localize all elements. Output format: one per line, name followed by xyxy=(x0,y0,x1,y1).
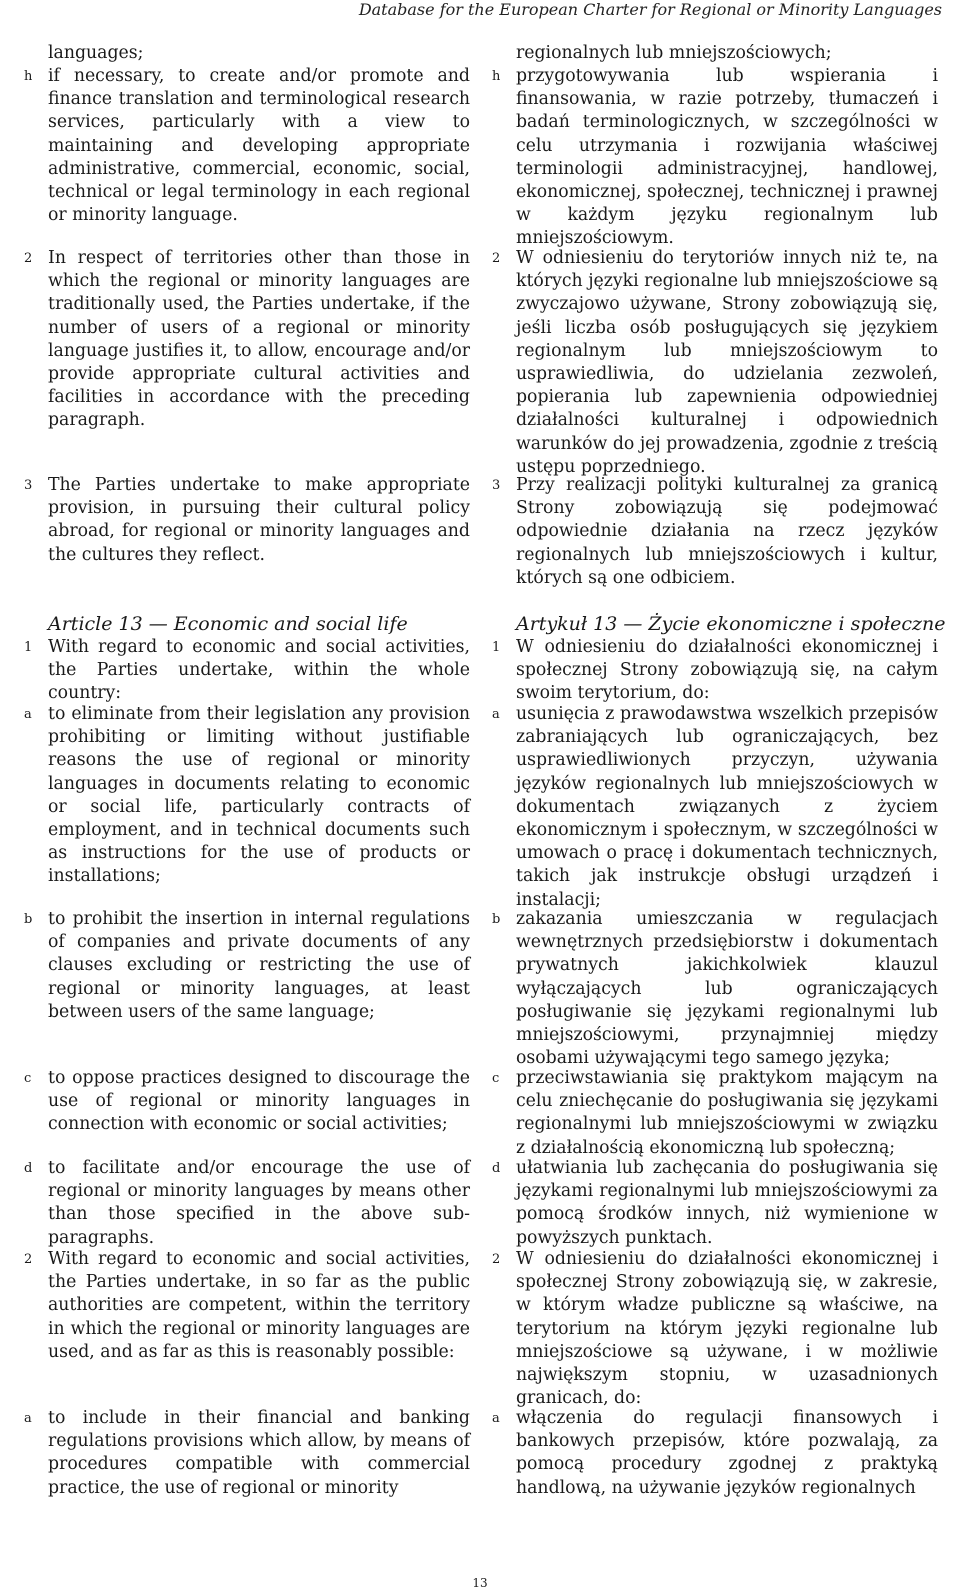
en-item-1b-text: to prohibit the insertion in internal regulations of companies and private documents of any clauses excluding or restricting the use of regional or minority languages, at least between users of the same language; xyxy=(48,909,470,1022)
en-paragraph-3-number: 3 xyxy=(24,478,33,493)
en-article-13-1 xyxy=(24,636,470,706)
pl-article-13-2-text: W odniesieniu do działalności ekonomicznej i społecznej Strony zobowiązują się, w zakresie, w którym władze publiczne są właściwe, na terytorium na którym języki regionalne lub mniejszościowe są używane, i w możliwie największym stopniu, w uzasadnionych granicach, do: xyxy=(516,1249,938,1409)
en-item-1d-text: to facilitate and/or encourage the use of regional or minority languages by means other than those specified in the above sub-paragraphs. xyxy=(48,1158,470,1248)
en-paragraph-3 xyxy=(24,474,470,567)
pl-item-h xyxy=(492,65,938,251)
en-article-13-1-text: With regard to economic and social activities, the Parties undertake, within the whole country: xyxy=(48,637,470,704)
pl-item-1d-marker: d xyxy=(492,1161,501,1176)
pl-item-1b-marker: b xyxy=(492,912,501,927)
en-article-title: Article 13 — Economic and social life xyxy=(48,613,408,635)
en-item-1b xyxy=(24,908,470,1024)
en-item-1a xyxy=(24,703,470,889)
pl-languages-end: regionalnych lub mniejszościowych; xyxy=(516,43,832,63)
pl-item-1a-marker: a xyxy=(492,707,500,722)
pl-item-h-text: przygotowywania lub wspierania i finansowania, w razie potrzeby, tłumaczeń i badań terminologicznych, w szczególności w celu utrzymania i rozwijania właściwej terminologii administracyjnej, handlowej, ekonomicznej, społecznej, technicznej i prawnej w każdym języku regionalnym lub mniejszościowym. xyxy=(516,66,938,249)
pl-article-13-1-text: W odniesieniu do działalności ekonomicznej i społecznej Strony zobowiązują się, na całym swoim terytorium, do: xyxy=(516,637,938,704)
pl-item-1a xyxy=(492,703,938,912)
pl-paragraph-2-text: W odniesieniu do terytoriów innych niż te, na których języki regionalne lub mniejszościowe są zwyczajowo używane, Strony zobowiązują się, jeśli liczba osób posługujących się językiem regionalnym lub mniejszościowym to usprawiedliwia, do udzielania zezwoleń, popierania lub zapewnienia odpowiedniej działalności kulturalnej i odpowiednich warunków do jej prowadzenia, zgodnie z treścią ustępu poprzedniego. xyxy=(516,248,938,477)
pl-article-13-1-number: 1 xyxy=(492,640,501,655)
en-item-1a-text: to eliminate from their legislation any provision prohibiting or limiting without justifiable reasons the use of regional or minority languages in documents relating to economic or social life, particularly contracts of employment, and in technical documents such as instructions for the use of products or installations; xyxy=(48,704,470,887)
pl-paragraph-2-number: 2 xyxy=(492,251,501,266)
pl-paragraph-3 xyxy=(492,474,938,590)
pl-paragraph-2 xyxy=(492,247,938,479)
pl-item-h-marker: h xyxy=(492,69,501,84)
en-item-2a xyxy=(24,1407,470,1500)
en-article-13-1-number: 1 xyxy=(24,640,33,655)
pl-item-2a xyxy=(492,1407,938,1500)
en-paragraph-2-number: 2 xyxy=(24,251,33,266)
pl-item-1c-text: przeciwstawiania się praktykom mającym na celu zniechęcanie do posługiwania się językami regionalnymi lub mniejszościowymi w związku z działalnością ekonomiczną lub społeczną; xyxy=(516,1068,938,1158)
en-languages-end: languages; xyxy=(48,43,144,63)
pl-article-13-2-number: 2 xyxy=(492,1252,501,1267)
en-item-1c-text: to oppose practices designed to discourage the use of regional or minority languages in connection with economic or social activities; xyxy=(48,1068,470,1135)
en-item-1d-marker: d xyxy=(24,1161,33,1176)
en-article-13-2-number: 2 xyxy=(24,1252,33,1267)
pl-item-1c xyxy=(492,1067,938,1160)
page-header: Database for the European Charter for Regional or Minority Languages xyxy=(358,0,942,19)
pl-item-1a-text: usunięcia z prawodawstwa wszelkich przepisów zabraniających lub ograniczających, bez usprawiedliwionych przyczyn, używania języków regionalnych lub mniejszościowych w dokumentach związanych z życiem ekonomicznym i społecznym, w szczególności w umowach o pracę i dokumentach technicznych, takich jak instrukcje obsługi urządzeń i instalacji; xyxy=(516,704,938,910)
en-item-1c-marker: c xyxy=(24,1071,32,1086)
pl-item-1b xyxy=(492,908,938,1070)
en-item-2a-marker: a xyxy=(24,1411,32,1426)
en-item-h xyxy=(24,65,470,227)
en-article-13-2-text: With regard to economic and social activities, the Parties undertake, in so far as the public authorities are competent, within the territory in which the regional or minority languages are used, and as far as this is reasonably possible: xyxy=(48,1249,470,1362)
pl-item-1c-marker: c xyxy=(492,1071,500,1086)
pl-paragraph-3-number: 3 xyxy=(492,478,501,493)
pl-article-13-1 xyxy=(492,636,938,706)
pl-item-1d xyxy=(492,1157,938,1250)
pl-article-13-2 xyxy=(492,1248,938,1410)
pl-item-1d-text: ułatwiania lub zachęcania do posługiwania się językami regionalnymi lub mniejszościowymi za pomocą środków innych, niż wymienione w powyższych punktach. xyxy=(516,1158,938,1248)
pl-item-1b-text: zakazania umieszczania w regulacjach wewnętrznych przedsiębiorstw i dokumentach prywatnych jakichkolwiek klauzul wyłączających lub ograniczających posługiwanie się językami regionalnymi lub mniejszościowymi, przynajmniej między osobami używającymi tego samego języka; xyxy=(516,909,938,1069)
en-item-1b-marker: b xyxy=(24,912,33,927)
en-paragraph-3-text: The Parties undertake to make appropriate provision, in pursuing their cultural policy abroad, for regional or minority languages and the cultures they reflect. xyxy=(48,475,470,565)
en-article-13-2 xyxy=(24,1248,470,1364)
en-paragraph-2 xyxy=(24,247,470,433)
en-item-1c xyxy=(24,1067,470,1137)
en-item-h-marker: h xyxy=(24,69,33,84)
en-item-1d xyxy=(24,1157,470,1250)
pl-item-2a-text: włączenia do regulacji finansowych i bankowych przepisów, które pozwalają, za pomocą procedury zgodnej z praktyką handlową, na używanie języków regionalnych xyxy=(516,1408,938,1498)
en-item-h-text: if necessary, to create and/or promote and finance translation and terminological research services, particularly with a view to maintaining and developing appropriate administrative, commercial, economic, social, technical or legal terminology in each regional or minority language. xyxy=(48,66,470,226)
pl-paragraph-3-text: Przy realizacji polityki kulturalnej za granicą Strony zobowiązują się podejmować odpowiednie działania na rzecz języków regionalnych lub mniejszościowych i kultur, których są one odbiciem. xyxy=(516,475,938,588)
en-paragraph-2-text: In respect of territories other than those in which the regional or minority languages are traditionally used, the Parties undertake, if the number of users of a regional or minority language justifies it, to allow, encourage and/or provide appropriate cultural activities and facilities in accordance with the preceding paragraph. xyxy=(48,248,470,431)
pl-article-title: Artykuł 13 — Życie ekonomiczne i społeczne xyxy=(516,613,946,635)
pl-item-2a-marker: a xyxy=(492,1411,500,1426)
en-item-1a-marker: a xyxy=(24,707,32,722)
en-item-2a-text: to include in their financial and banking regulations provisions which allow, by means of procedures compatible with commercial practice, the use of regional or minority xyxy=(48,1408,470,1498)
page-number: 13 xyxy=(472,1576,488,1590)
